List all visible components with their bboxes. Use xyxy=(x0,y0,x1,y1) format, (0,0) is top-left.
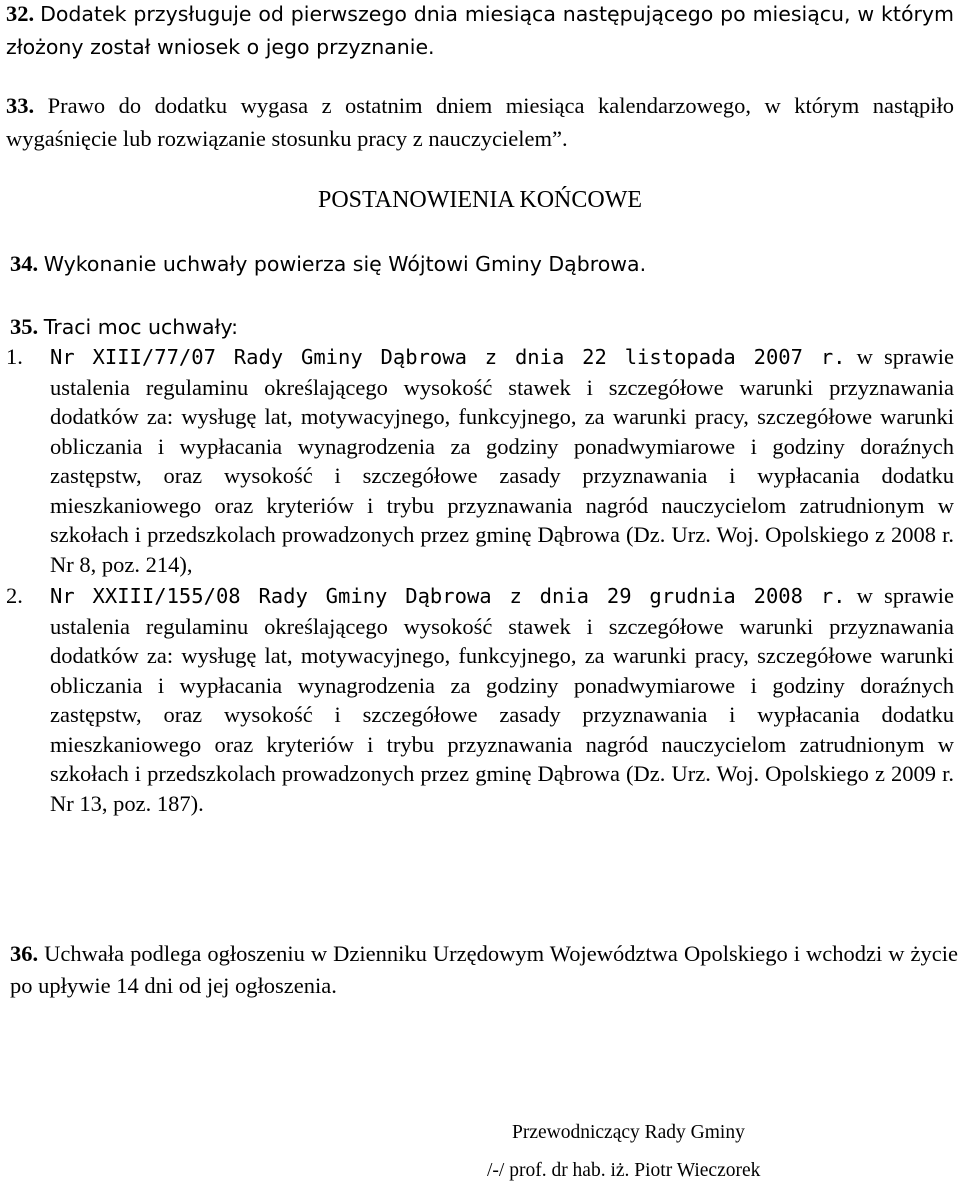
paragraph-text: Prawo do dodatku wygasa z ostatnim dniem miesiąca kalendarzowego, w którym nastąpiło wygaśnięcie lub rozwiązanie stosunku pracy z nauczycielem”. xyxy=(6,93,954,151)
list-item xyxy=(6,581,954,818)
paragraph-number: 32. xyxy=(6,1,35,26)
paragraph-36 xyxy=(10,938,958,1002)
paragraph-text: Wykonanie uchwały powierza się Wójtowi Gminy Dąbrowa. xyxy=(43,252,647,276)
paragraph-34 xyxy=(10,248,958,281)
resolution-reference: Nr XIII/77/07 Rady Gminy Dąbrowa z dnia 22 listopada 2007 r. xyxy=(50,345,846,369)
list-item xyxy=(6,342,954,579)
paragraph-35 xyxy=(10,311,958,344)
section-heading: POSTANOWIENIA KOŃCOWE xyxy=(317,187,643,213)
list-marker: 1. xyxy=(6,344,23,369)
paragraph-number: 36. xyxy=(10,941,39,966)
paragraph-number: 35. xyxy=(10,314,39,339)
signature-title: Przewodniczący Rady Gminy xyxy=(512,1122,745,1143)
paragraph-text: Uchwała podlega ogłoszeniu w Dzienniku Urzędowym Województwa Opolskiego i wchodzi w życie po upływie 14 dni od jej ogłoszenia. xyxy=(10,941,958,998)
paragraph-number: 34. xyxy=(10,251,39,276)
list-marker: 2. xyxy=(6,583,23,608)
repealed-resolutions-list xyxy=(6,342,954,818)
paragraph-text: Traci moc uchwały: xyxy=(43,315,238,339)
resolution-reference: Nr XXIII/155/08 Rady Gminy Dąbrowa z dnia 29 grudnia 2008 r. xyxy=(50,584,846,608)
signature-name: /-/ prof. dr hab. iż. Piotr Wieczorek xyxy=(487,1160,761,1181)
resolution-description: w sprawie ustalenia regulaminu określającego wysokość stawek i szczegółowe warunki przyznawania dodatków za: wysługę lat, motywacyjnego, funkcyjnego, za warunki pracy, szczegółowe warunki obliczania i wypłacania wynagrodzenia za godziny ponadwymiarowe i godziny doraźnych zastępstw, oraz wysokość i szczegółowe zasady przyznawania i wypłacania dodatku mieszkaniowego oraz kryteriów i trybu przyznawania nagród nauczycielom zatrudnionym w szkołach i przedszkolach prowadzonych przez gminę Dąbrowa (Dz. Urz. Woj. Opolskiego z 2008 r. Nr 8, poz. 214), xyxy=(50,344,954,577)
paragraph-32 xyxy=(6,0,954,63)
paragraph-33 xyxy=(6,90,954,155)
paragraph-number: 33. xyxy=(6,93,35,118)
paragraph-text: Dodatek przysługuje od pierwszego dnia miesiąca następującego po miesiącu, w którym złożony został wniosek o jego przyznanie. xyxy=(6,2,955,59)
resolution-description: w sprawie ustalenia regulaminu określającego wysokość stawek i szczegółowe warunki przyznawania dodatków za: wysługę lat, motywacyjnego, funkcyjnego, za warunki pracy, szczegółowe warunki obliczania i wypłacania wynagrodzenia za godziny ponadwymiarowe i godziny doraźnych zastępstw, oraz wysokość i szczegółowe zasady przyznawania i wypłacania dodatku mieszkaniowego oraz kryteriów i trybu przyznawania nagród nauczycielom zatrudnionym w szkołach i przedszkolach prowadzonych przez gminę Dąbrowa (Dz. Urz. Woj. Opolskiego z 2009 r. Nr 13, poz. 187). xyxy=(50,583,954,816)
